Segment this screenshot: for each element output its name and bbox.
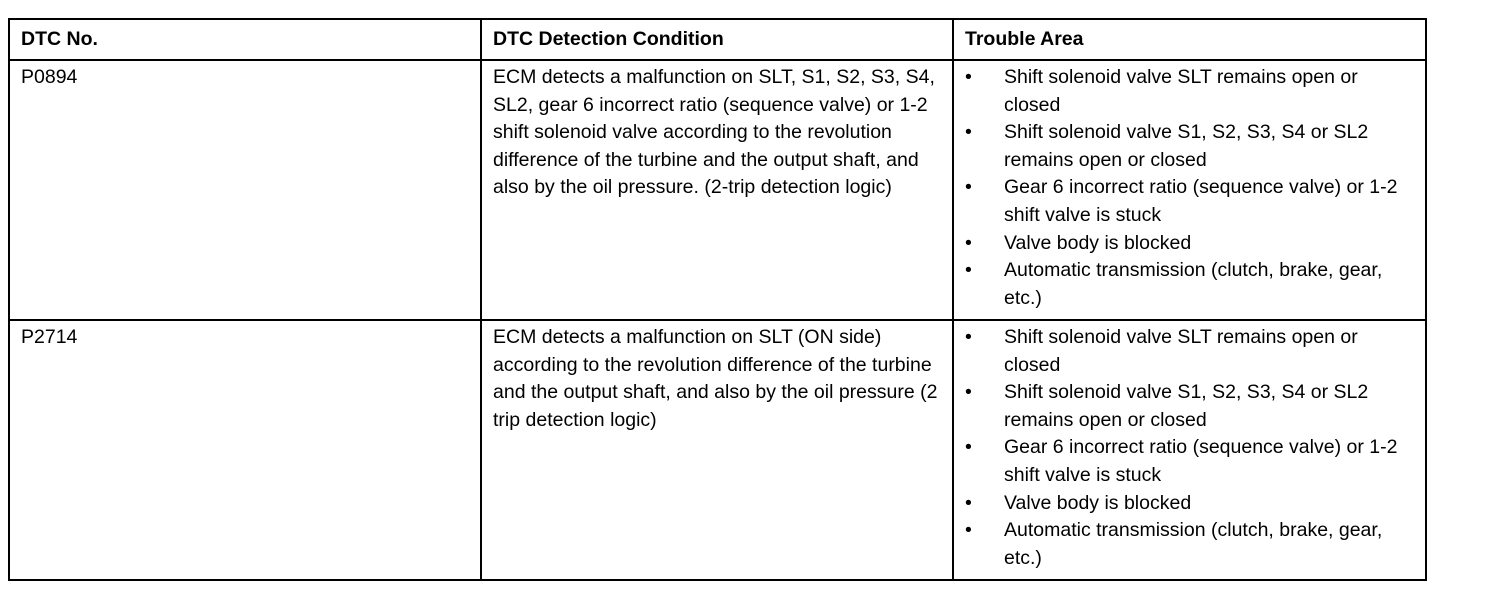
trouble-area-text: Valve body is blocked xyxy=(1004,231,1192,254)
trouble-area-text: Automatic transmission (clutch, brake, gear, etc.) xyxy=(1004,519,1383,569)
dtc-number-cell: P0894 xyxy=(9,60,481,320)
dtc-table xyxy=(8,18,1427,581)
header-trouble-area: Trouble Area xyxy=(953,19,1426,60)
bullet-icon: • xyxy=(965,66,972,88)
header-dtc-no: DTC No. xyxy=(9,19,481,60)
trouble-area-text: Valve body is blocked xyxy=(1004,491,1192,514)
trouble-area-item xyxy=(965,379,1415,434)
table-header-row xyxy=(9,19,1426,60)
bullet-icon: • xyxy=(965,121,972,144)
trouble-area-item xyxy=(965,490,1415,518)
trouble-area-item xyxy=(965,434,1415,489)
header-detection-condition: DTC Detection Condition xyxy=(481,19,953,60)
trouble-area-text: Gear 6 incorrect ratio (sequence valve) or 1-2 shift valve is stuck xyxy=(1004,176,1398,226)
bullet-icon: • xyxy=(965,519,972,542)
trouble-area-text: Shift solenoid valve S1, S2, S3, S4 or SL2 remains open or closed xyxy=(1004,121,1369,171)
trouble-area-text: Shift solenoid valve SLT remains open or closed xyxy=(1004,326,1358,376)
table-row xyxy=(9,60,1426,320)
bullet-icon: • xyxy=(965,259,972,282)
trouble-area-cell xyxy=(953,60,1426,320)
bullet-icon: • xyxy=(965,231,972,254)
trouble-area-list xyxy=(965,324,1415,572)
dtc-number-cell: P2714 xyxy=(9,320,481,580)
bullet-icon: • xyxy=(965,176,972,199)
bullet-icon: • xyxy=(965,491,972,514)
trouble-area-item xyxy=(965,517,1415,572)
trouble-area-item xyxy=(965,174,1415,229)
table-row xyxy=(9,320,1426,580)
trouble-area-list xyxy=(965,64,1415,312)
trouble-area-cell xyxy=(953,320,1426,580)
trouble-area-item xyxy=(965,324,1415,379)
trouble-area-text: Shift solenoid valve SLT remains open or closed xyxy=(1004,66,1358,116)
detection-condition-cell: ECM detects a malfunction on SLT, S1, S2, S3, S4, SL2, gear 6 incorrect ratio (sequence valve) or 1-2 shift solenoid valve according to the revolution difference of the turbine and the output shaft, and also by the oil pressure. (2-trip detection logic) xyxy=(481,60,953,320)
trouble-area-item xyxy=(965,257,1415,312)
bullet-icon: • xyxy=(965,326,972,348)
bullet-icon: • xyxy=(965,381,972,404)
trouble-area-text: Gear 6 incorrect ratio (sequence valve) or 1-2 shift valve is stuck xyxy=(1004,436,1398,486)
trouble-area-item xyxy=(965,119,1415,174)
trouble-area-item xyxy=(965,230,1415,258)
trouble-area-item xyxy=(965,64,1415,119)
detection-condition-cell: ECM detects a malfunction on SLT (ON side) according to the revolution difference of the turbine and the output shaft, and also by the oil pressure (2 trip detection logic) xyxy=(481,320,953,580)
trouble-area-text: Shift solenoid valve S1, S2, S3, S4 or SL2 remains open or closed xyxy=(1004,381,1369,431)
bullet-icon: • xyxy=(965,436,972,459)
trouble-area-text: Automatic transmission (clutch, brake, gear, etc.) xyxy=(1004,259,1383,309)
